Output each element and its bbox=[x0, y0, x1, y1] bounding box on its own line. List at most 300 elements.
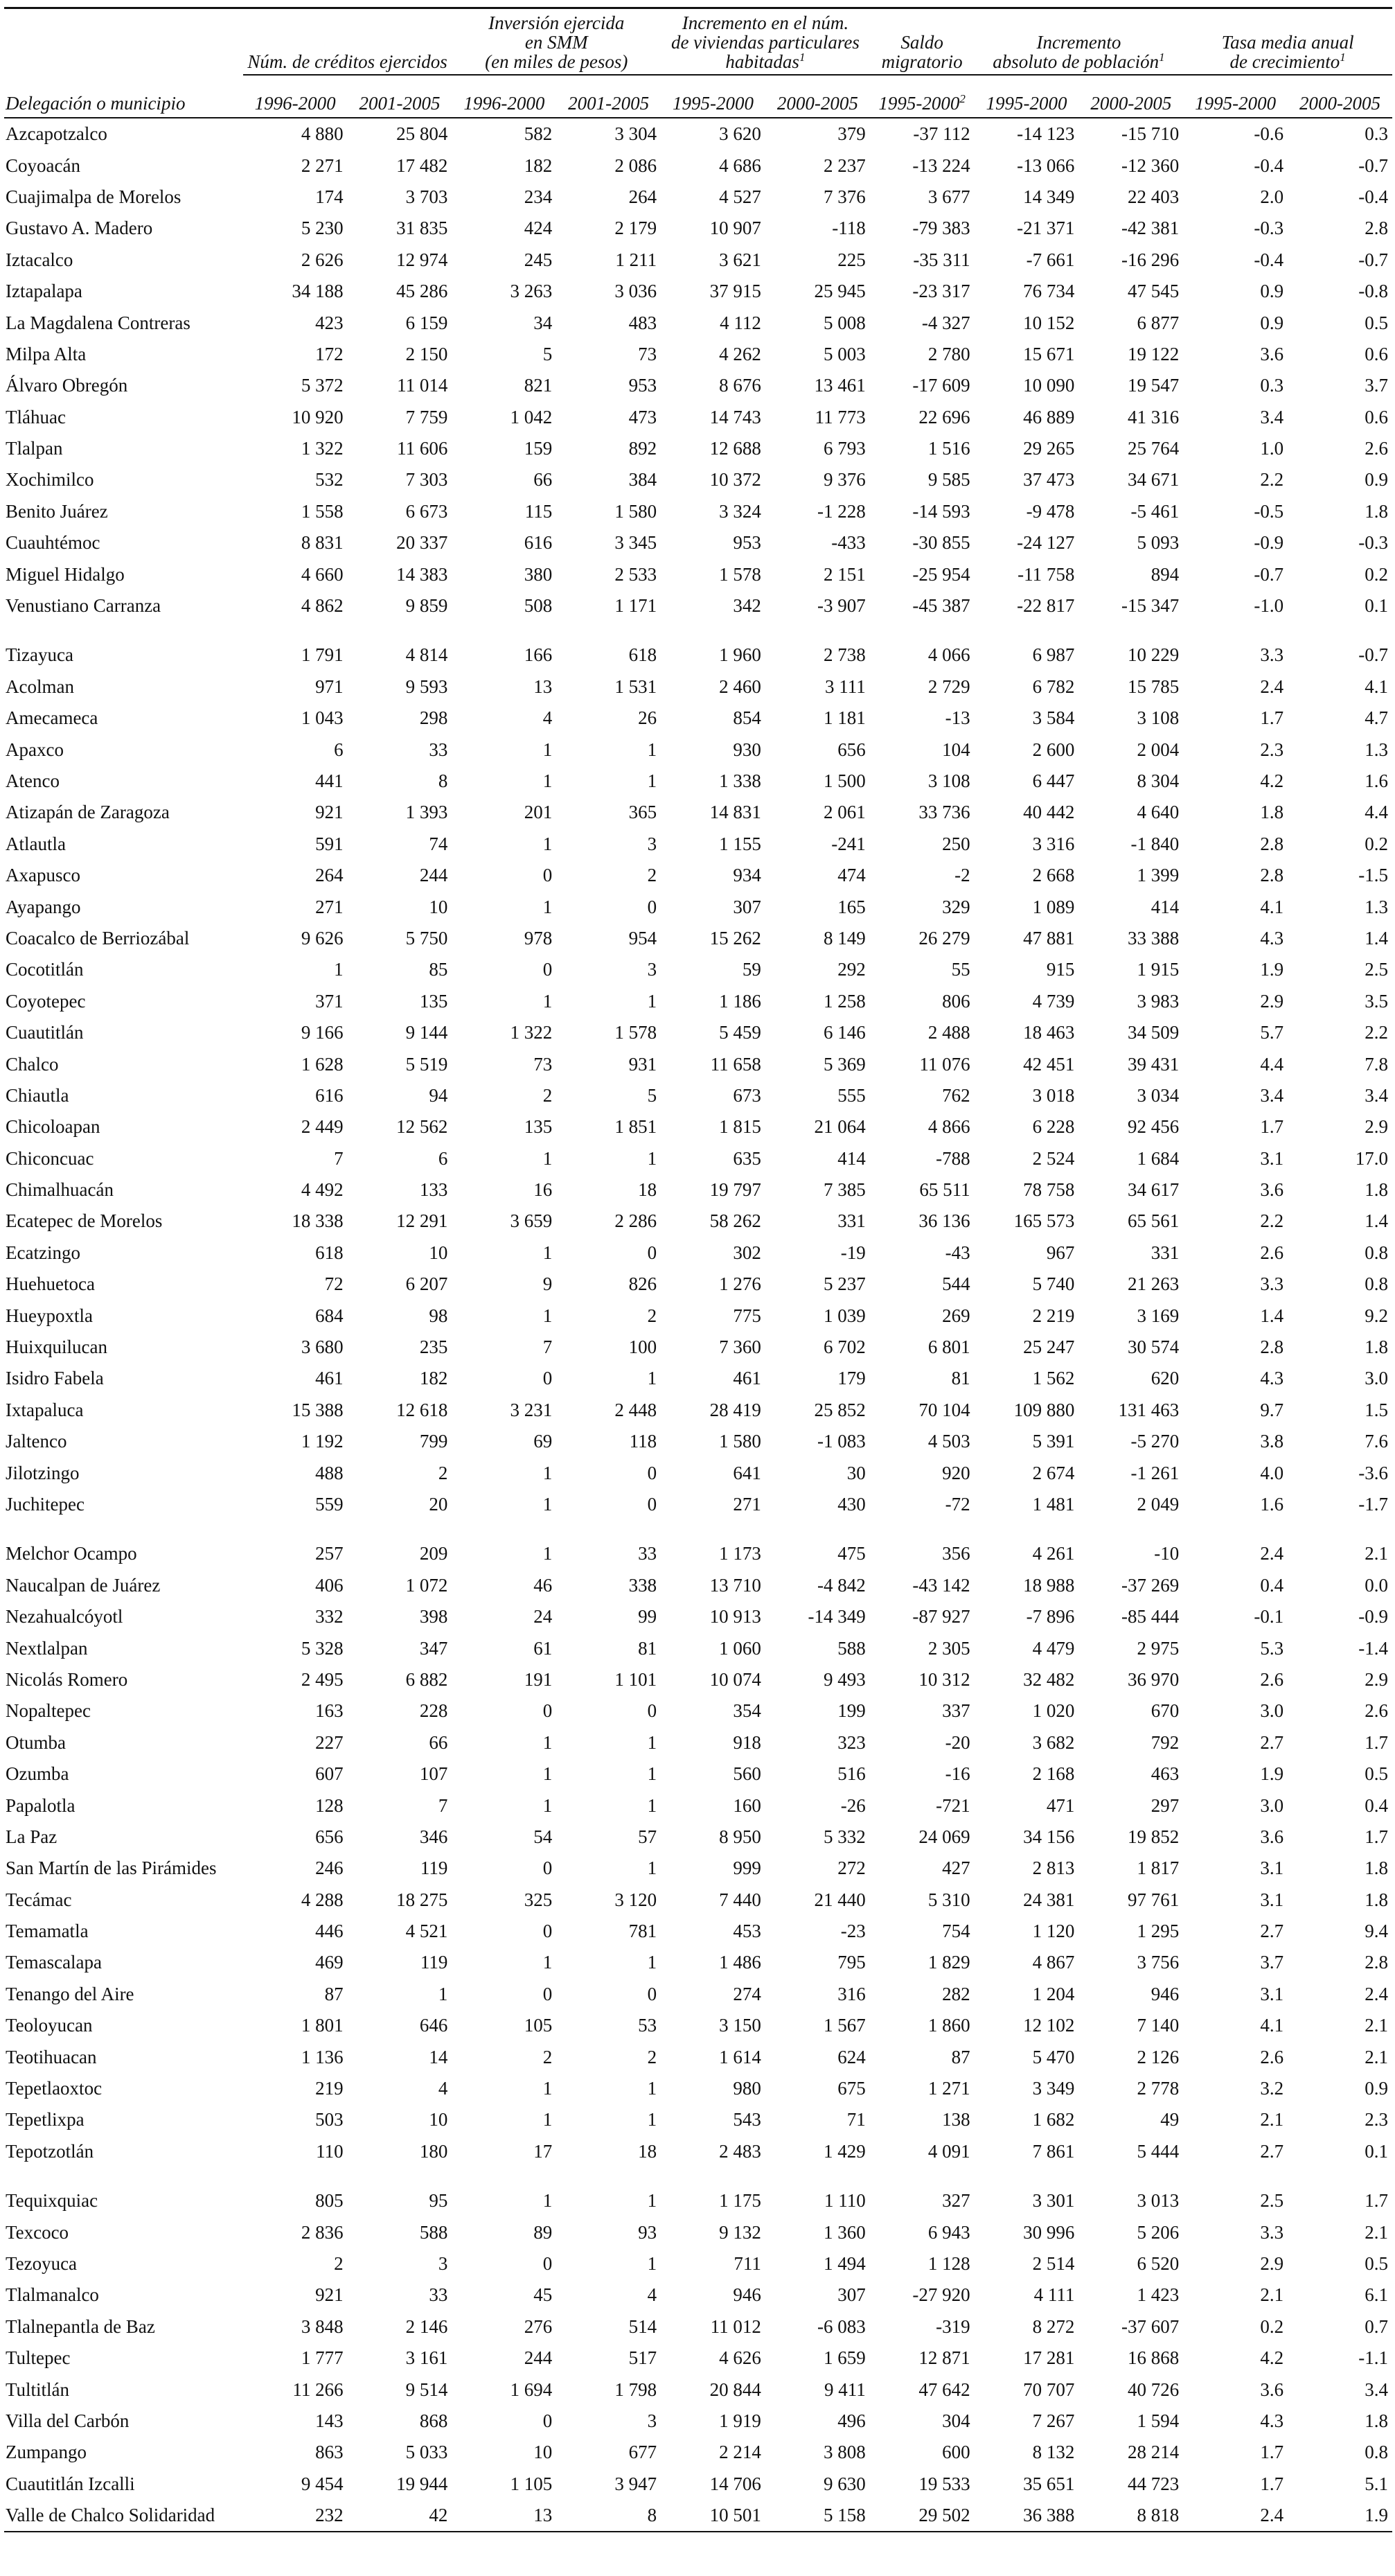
table-cell: 298 bbox=[419, 707, 448, 729]
table-cell: 276 bbox=[524, 2315, 553, 2337]
table-cell: 34 188 bbox=[292, 281, 344, 302]
table-cell: -788 bbox=[936, 1147, 970, 1169]
table-cell: 4 866 bbox=[927, 1116, 970, 1138]
table-cell: -7 661 bbox=[1026, 249, 1075, 270]
row-label: Tecámac bbox=[6, 1889, 72, 1910]
table-cell: 36 136 bbox=[918, 1210, 970, 1232]
table-cell: 6 bbox=[438, 1147, 448, 1169]
table-cell: 953 bbox=[733, 532, 761, 554]
table-cell: 1 817 bbox=[1137, 1858, 1180, 1879]
table-cell: 10 074 bbox=[709, 1668, 761, 1690]
table-row bbox=[4, 118, 1392, 150]
table-cell: 245 bbox=[524, 249, 553, 270]
table-cell: 4.3 bbox=[1260, 2410, 1284, 2431]
table-cell: 453 bbox=[733, 1921, 761, 1942]
table-row bbox=[4, 433, 1392, 464]
table-cell: 4 867 bbox=[1032, 1952, 1075, 1973]
row-label: Tepotzotlán bbox=[6, 2140, 94, 2162]
table-cell: 473 bbox=[628, 406, 657, 427]
table-cell: 1 072 bbox=[405, 1574, 448, 1596]
table-cell: 11 266 bbox=[292, 2379, 344, 2400]
row-label: Iztacalco bbox=[6, 249, 73, 270]
table-cell: 427 bbox=[942, 1858, 970, 1879]
table-cell: 600 bbox=[942, 2442, 970, 2463]
table-cell: 15 671 bbox=[1023, 343, 1075, 364]
table-cell: 1.8 bbox=[1365, 2410, 1388, 2431]
table-cell: 1 bbox=[647, 1794, 657, 1816]
row-label: Tlalpan bbox=[6, 438, 63, 459]
table-cell: -0.6 bbox=[1254, 123, 1284, 145]
table-row bbox=[4, 1538, 1392, 1569]
table-cell: 10 bbox=[429, 2109, 448, 2131]
table-cell: 128 bbox=[315, 1794, 344, 1816]
table-cell: 24 069 bbox=[918, 1826, 970, 1847]
table-cell: -0.4 bbox=[1254, 249, 1284, 270]
row-label: Tezoyuca bbox=[6, 2252, 78, 2274]
table-cell: 2.1 bbox=[1365, 2046, 1388, 2067]
table-cell: -15 347 bbox=[1121, 595, 1180, 617]
table-cell: 172 bbox=[315, 343, 344, 364]
row-label: Papalotla bbox=[6, 1794, 75, 1816]
table-cell: 2 271 bbox=[301, 155, 344, 176]
table-cell: 6 702 bbox=[824, 1336, 866, 1358]
row-label: Álvaro Obregón bbox=[6, 375, 128, 396]
table-cell: 1 500 bbox=[824, 770, 866, 791]
row-label: Isidro Fabela bbox=[6, 1368, 104, 1389]
table-cell: 1 171 bbox=[614, 595, 657, 617]
table-cell: 918 bbox=[733, 1731, 761, 1753]
table-cell: 3.8 bbox=[1260, 1431, 1284, 1452]
table-cell: 0 bbox=[647, 1493, 657, 1515]
table-row bbox=[4, 1143, 1392, 1174]
table-cell: 199 bbox=[837, 1700, 866, 1722]
table-cell: 19 944 bbox=[396, 2473, 448, 2494]
table-cell: 3 034 bbox=[1137, 1084, 1180, 1106]
table-cell: 7 bbox=[438, 1794, 448, 1816]
table-cell: 36 970 bbox=[1128, 1668, 1180, 1690]
table-cell: 61 bbox=[533, 1637, 553, 1659]
footnote-marker: 1 bbox=[1340, 51, 1346, 64]
table-cell: 5 bbox=[542, 343, 553, 364]
table-cell: 2 533 bbox=[614, 563, 657, 585]
table-cell: 331 bbox=[1150, 1242, 1180, 1263]
table-cell: 0.4 bbox=[1365, 1794, 1388, 1816]
table-cell: 332 bbox=[315, 1606, 344, 1627]
table-cell: 18 338 bbox=[292, 1210, 344, 1232]
table-cell: 1 192 bbox=[301, 1431, 344, 1452]
table-cell: 474 bbox=[837, 865, 866, 886]
row-label: Naucalpan de Juárez bbox=[6, 1574, 161, 1596]
table-cell: 10 312 bbox=[918, 1668, 970, 1690]
table-cell: 1.9 bbox=[1288, 2500, 1392, 2532]
subheader-period: 2001-2005 bbox=[556, 75, 661, 118]
table-cell: 4 261 bbox=[1032, 1543, 1075, 1564]
table-cell: 2 bbox=[542, 2046, 553, 2067]
table-cell: 469 bbox=[315, 1952, 344, 1973]
table-cell: 1 682 bbox=[1032, 2109, 1075, 2131]
table-cell: 1 bbox=[542, 2109, 553, 2131]
table-cell: 14 bbox=[429, 2046, 448, 2067]
table-cell: 2.2 bbox=[1365, 1022, 1388, 1043]
table-cell: -0.7 bbox=[1358, 249, 1388, 270]
table-cell: 21 263 bbox=[1128, 1273, 1180, 1295]
table-cell: 3 263 bbox=[510, 281, 553, 302]
table-cell: 191 bbox=[524, 1668, 553, 1690]
table-row bbox=[4, 1601, 1392, 1632]
row-label: Tepetlaoxtoc bbox=[6, 2078, 103, 2099]
table-cell: 0.9 bbox=[1365, 469, 1388, 491]
row-label: San Martín de las Pirámides bbox=[6, 1858, 217, 1879]
table-cell: 107 bbox=[419, 1763, 448, 1785]
table-cell: 3.6 bbox=[1260, 1179, 1284, 1201]
row-label: Temamatla bbox=[6, 1921, 89, 1942]
table-cell: -16 bbox=[945, 1763, 970, 1785]
table-cell: 3.4 bbox=[1365, 1084, 1388, 1106]
table-cell: 1.6 bbox=[1260, 1493, 1284, 1515]
table-cell: 42 451 bbox=[1023, 1053, 1075, 1075]
table-cell: 15 785 bbox=[1128, 676, 1180, 697]
row-label: Venustiano Carranza bbox=[6, 595, 161, 617]
table-cell: 930 bbox=[733, 739, 761, 760]
table-cell: 1 429 bbox=[824, 2140, 866, 2162]
table-cell: 1 020 bbox=[1032, 1700, 1075, 1722]
table-cell: 2.1 bbox=[1365, 2221, 1388, 2243]
footnote-marker: 2 bbox=[959, 92, 966, 105]
table-cell: 1 bbox=[542, 833, 553, 854]
table-cell: 13 461 bbox=[814, 375, 866, 396]
table-cell: 1 bbox=[647, 2109, 657, 2131]
table-cell: 2.6 bbox=[1260, 2046, 1284, 2067]
table-cell: 9 454 bbox=[301, 2473, 344, 2494]
table-cell: 0.5 bbox=[1365, 312, 1388, 333]
row-label: La Paz bbox=[6, 1826, 57, 1847]
table-cell: 2 bbox=[647, 865, 657, 886]
header-incremento-line2: absoluto de población bbox=[993, 51, 1159, 72]
table-cell: 2 813 bbox=[1032, 1858, 1075, 1879]
table-row bbox=[4, 2248, 1392, 2279]
table-cell: 1 578 bbox=[614, 1022, 657, 1043]
table-cell: 165 bbox=[837, 896, 866, 917]
table-cell: 327 bbox=[942, 2190, 970, 2212]
table-cell: 0 bbox=[542, 959, 553, 980]
table-row bbox=[4, 1727, 1392, 1758]
table-cell: 2 780 bbox=[927, 343, 970, 364]
table-cell: 2 448 bbox=[614, 1399, 657, 1420]
table-cell: -17 609 bbox=[912, 375, 970, 396]
table-cell: 1.8 bbox=[1365, 1179, 1388, 1201]
table-cell: -9 478 bbox=[1026, 500, 1075, 522]
table-cell: 92 456 bbox=[1128, 1116, 1180, 1138]
row-label: Juchitepec bbox=[6, 1493, 85, 1515]
table-cell: 180 bbox=[419, 2140, 448, 2162]
table-cell: -0.7 bbox=[1358, 155, 1388, 176]
table-cell: 1 110 bbox=[824, 2190, 866, 2212]
table-cell: 365 bbox=[628, 802, 657, 823]
table-cell: 1 360 bbox=[824, 2221, 866, 2243]
table-cell: 921 bbox=[315, 802, 344, 823]
group-separator-cell bbox=[4, 1520, 1392, 1538]
table-cell: 1 481 bbox=[1032, 1493, 1075, 1515]
table-cell: 94 bbox=[429, 1084, 448, 1106]
table-cell: 775 bbox=[733, 1305, 761, 1326]
table-cell: 22 403 bbox=[1128, 186, 1180, 207]
table-cell: 232 bbox=[243, 2500, 348, 2532]
table-cell: 19 797 bbox=[709, 1179, 761, 1201]
table-cell: 30 996 bbox=[1023, 2221, 1075, 2243]
table-row bbox=[4, 496, 1392, 527]
table-cell: 272 bbox=[837, 1858, 866, 1879]
table-cell: 65 561 bbox=[1128, 1210, 1180, 1232]
table-cell: -23 bbox=[840, 1921, 866, 1942]
table-cell: 307 bbox=[733, 896, 761, 917]
table-cell: 2 975 bbox=[1137, 1637, 1180, 1659]
table-cell: 292 bbox=[837, 959, 866, 980]
header-saldo bbox=[870, 8, 975, 76]
header-inversion bbox=[452, 8, 661, 76]
row-label: Cuajimalpa de Morelos bbox=[6, 186, 181, 207]
header-inversion-line2: en SMM bbox=[524, 32, 588, 53]
header-viviendas-line2: de viviendas particulares bbox=[670, 32, 860, 53]
table-cell: 7 759 bbox=[405, 406, 448, 427]
group-separator bbox=[4, 2167, 1392, 2185]
table-cell: 110 bbox=[316, 2140, 344, 2162]
table-cell: -25 954 bbox=[912, 563, 970, 585]
table-cell: 461 bbox=[315, 1368, 344, 1389]
table-cell: 3 bbox=[647, 959, 657, 980]
subheader-period: 2000-2005 bbox=[1288, 75, 1392, 118]
table-cell: 1 322 bbox=[510, 1022, 553, 1043]
table-cell: 3 316 bbox=[1032, 833, 1075, 854]
table-cell: 3.6 bbox=[1260, 343, 1284, 364]
table-cell: 892 bbox=[628, 438, 657, 459]
table-cell: 1 815 bbox=[719, 1116, 761, 1138]
row-label: Chicoloapan bbox=[6, 1116, 100, 1138]
table-cell: 1 089 bbox=[1032, 896, 1075, 917]
table-cell: 0 bbox=[542, 1983, 553, 2004]
table-cell: 9 132 bbox=[719, 2221, 761, 2243]
table-cell: 7 385 bbox=[824, 1179, 866, 1201]
table-cell: 2.8 bbox=[1365, 1952, 1388, 1973]
table-cell: 323 bbox=[837, 1731, 866, 1753]
table-cell: 971 bbox=[315, 676, 344, 697]
table-cell: 635 bbox=[733, 1147, 761, 1169]
table-cell: 18 463 bbox=[1023, 1022, 1075, 1043]
table-cell: 2.5 bbox=[1260, 2190, 1284, 2212]
table-cell: 302 bbox=[733, 1242, 761, 1263]
table-cell: 5.1 bbox=[1365, 2473, 1388, 2494]
table-cell: 2 049 bbox=[1137, 1493, 1180, 1515]
table-cell: 3 808 bbox=[824, 2442, 866, 2463]
table-cell: 1.0 bbox=[1260, 438, 1284, 459]
table-cell: 1 851 bbox=[614, 1116, 657, 1138]
table-cell: 0 bbox=[542, 1700, 553, 1722]
table-row bbox=[4, 370, 1392, 401]
table-cell: 9 859 bbox=[405, 595, 448, 617]
table-cell: 9 626 bbox=[301, 927, 344, 949]
table-cell: 0.7 bbox=[1365, 2315, 1388, 2337]
table-cell: 160 bbox=[733, 1794, 761, 1816]
table-cell: 646 bbox=[419, 2015, 448, 2036]
table-cell: 15 388 bbox=[292, 1399, 344, 1420]
row-label: Coacalco de Berriozábal bbox=[6, 927, 190, 949]
table-cell: 1.5 bbox=[1365, 1399, 1388, 1420]
table-cell: 40 442 bbox=[1023, 802, 1075, 823]
table-cell: 5 003 bbox=[824, 343, 866, 364]
table-cell: 10 bbox=[429, 896, 448, 917]
row-label: Atlautla bbox=[6, 833, 66, 854]
table-cell: 0.9 bbox=[1260, 312, 1284, 333]
table-cell: 8 831 bbox=[301, 532, 344, 554]
table-cell: 133 bbox=[419, 1179, 448, 1201]
table-cell: 2.7 bbox=[1260, 1731, 1284, 1753]
table-cell: 1 bbox=[647, 1368, 657, 1389]
table-cell: 19 533 bbox=[918, 2473, 970, 2494]
table-cell: 8 132 bbox=[1032, 2442, 1075, 2463]
table-cell: 30 bbox=[846, 1462, 866, 1483]
table-cell: 953 bbox=[628, 375, 657, 396]
table-cell: 6 207 bbox=[405, 1273, 448, 1295]
table-cell: 1.4 bbox=[1365, 927, 1388, 949]
row-label: Tenango del Aire bbox=[6, 1983, 134, 2004]
row-label: Amecameca bbox=[6, 707, 98, 729]
table-cell: -3 907 bbox=[817, 595, 866, 617]
table-cell: 11 773 bbox=[815, 406, 866, 427]
row-label: Nextlalpan bbox=[6, 1637, 88, 1659]
table-cell: 1 204 bbox=[1032, 1983, 1075, 2004]
table-cell: 54 bbox=[533, 1826, 553, 1847]
table-cell: 10 907 bbox=[709, 218, 761, 239]
table-header bbox=[4, 8, 1392, 118]
row-label: Acolman bbox=[6, 676, 74, 697]
table-cell: 2.1 bbox=[1260, 2284, 1284, 2306]
table-cell: 406 bbox=[315, 1574, 344, 1596]
row-label: Ozumba bbox=[6, 1763, 69, 1785]
table-cell: -2 bbox=[954, 865, 970, 886]
table-cell: 0 bbox=[542, 1858, 553, 1879]
table-cell: -6 083 bbox=[817, 2315, 866, 2337]
table-cell: 1 271 bbox=[927, 2078, 970, 2099]
table-cell: 863 bbox=[315, 2442, 344, 2463]
table-cell: 6 520 bbox=[1137, 2252, 1180, 2274]
table-cell: 45 286 bbox=[396, 281, 448, 302]
table-cell: 24 bbox=[533, 1606, 553, 1627]
table-cell: 2 bbox=[647, 2046, 657, 2067]
table-row bbox=[4, 1695, 1392, 1727]
table-cell: 33 bbox=[429, 739, 448, 760]
table-cell: 792 bbox=[1150, 1731, 1180, 1753]
table-cell: -1.0 bbox=[1254, 595, 1284, 617]
table-cell: 2.4 bbox=[1260, 676, 1284, 697]
table-cell: 2 674 bbox=[1032, 1462, 1075, 1483]
table-cell: 946 bbox=[733, 2284, 761, 2306]
subheader-period: 2000-2005 bbox=[1078, 75, 1183, 118]
header-inversion-line1: Inversión ejercida bbox=[488, 12, 625, 33]
table-cell: 138 bbox=[942, 2109, 970, 2131]
table-cell: 3 161 bbox=[405, 2347, 448, 2369]
table-cell: 380 bbox=[524, 563, 553, 585]
table-cell: 1 211 bbox=[615, 249, 657, 270]
row-label: Atenco bbox=[6, 770, 60, 791]
row-label: Axapusco bbox=[6, 865, 80, 886]
table-cell: 57 bbox=[638, 1826, 657, 1847]
table-cell: 1 bbox=[542, 1952, 553, 1973]
header-tasa-line1: Tasa media anual bbox=[1221, 32, 1354, 53]
table-cell: 826 bbox=[628, 1273, 657, 1295]
table-cell: 3 677 bbox=[927, 186, 970, 207]
table-cell: 2.4 bbox=[1183, 2500, 1288, 2532]
table-cell: 9 493 bbox=[824, 1668, 866, 1690]
row-label: Ecatzingo bbox=[6, 1242, 80, 1263]
table-cell: 29 265 bbox=[1023, 438, 1075, 459]
table-cell: 3 848 bbox=[301, 2315, 344, 2337]
table-cell: 100 bbox=[628, 1336, 657, 1358]
table-cell: 1.8 bbox=[1365, 1858, 1388, 1879]
table-cell: 7 861 bbox=[1032, 2140, 1075, 2162]
table-cell: 543 bbox=[733, 2109, 761, 2131]
table-cell: 7 360 bbox=[719, 1336, 761, 1358]
table-row bbox=[4, 671, 1392, 703]
table-cell: 1 777 bbox=[301, 2347, 344, 2369]
table-cell: 555 bbox=[837, 1084, 866, 1106]
table-cell: 978 bbox=[524, 927, 553, 949]
table-cell: 8 950 bbox=[719, 1826, 761, 1847]
table-row bbox=[4, 2311, 1392, 2343]
table-cell: 4 bbox=[647, 2284, 657, 2306]
table-cell: 5 391 bbox=[1032, 1431, 1075, 1452]
table-cell: 8 818 bbox=[1078, 2500, 1183, 2532]
table-cell: 30 574 bbox=[1128, 1336, 1180, 1358]
table-cell: 0 bbox=[647, 1462, 657, 1483]
table-cell: 3 111 bbox=[825, 676, 866, 697]
table-cell: 3 108 bbox=[1137, 707, 1180, 729]
table-row bbox=[4, 2041, 1392, 2072]
table-row bbox=[4, 1570, 1392, 1601]
table-cell: 3.0 bbox=[1365, 1368, 1388, 1389]
table-cell: 954 bbox=[628, 927, 657, 949]
table-cell: 10 090 bbox=[1023, 375, 1075, 396]
table-cell: 347 bbox=[419, 1637, 448, 1659]
table-cell: 105 bbox=[524, 2015, 553, 2036]
table-cell: 9 585 bbox=[927, 469, 970, 491]
subheader-period: 1996-2000 bbox=[452, 75, 556, 118]
table-cell: 33 736 bbox=[918, 802, 970, 823]
table-row bbox=[4, 276, 1392, 307]
table-row bbox=[4, 2279, 1392, 2311]
table-row bbox=[4, 150, 1392, 181]
table-cell: 14 383 bbox=[396, 563, 448, 585]
header-incremento bbox=[975, 8, 1184, 76]
table-cell: 3 756 bbox=[1137, 1952, 1180, 1973]
table-cell: 47 545 bbox=[1128, 281, 1180, 302]
table-cell: 12 688 bbox=[709, 438, 761, 459]
table-cell: 14 349 bbox=[1023, 186, 1075, 207]
table-row bbox=[4, 1853, 1392, 1884]
table-cell: 1 628 bbox=[301, 1053, 344, 1075]
table-cell: 0 bbox=[542, 2410, 553, 2431]
table-cell: 1 791 bbox=[301, 644, 344, 666]
table-cell: -1 083 bbox=[817, 1431, 866, 1452]
table-cell: 1 bbox=[647, 739, 657, 760]
table-cell: 1 423 bbox=[1137, 2284, 1180, 2306]
table-cell: 1.4 bbox=[1365, 1210, 1388, 1232]
table-cell: 5 093 bbox=[1137, 532, 1180, 554]
table-cell: 618 bbox=[628, 644, 657, 666]
table-cell: 9 376 bbox=[824, 469, 866, 491]
table-cell: 2 004 bbox=[1137, 739, 1180, 760]
table-cell: 3 301 bbox=[1032, 2190, 1075, 2212]
table-cell: 1 bbox=[647, 2078, 657, 2099]
row-label: Chimalhuacán bbox=[6, 1179, 114, 1201]
